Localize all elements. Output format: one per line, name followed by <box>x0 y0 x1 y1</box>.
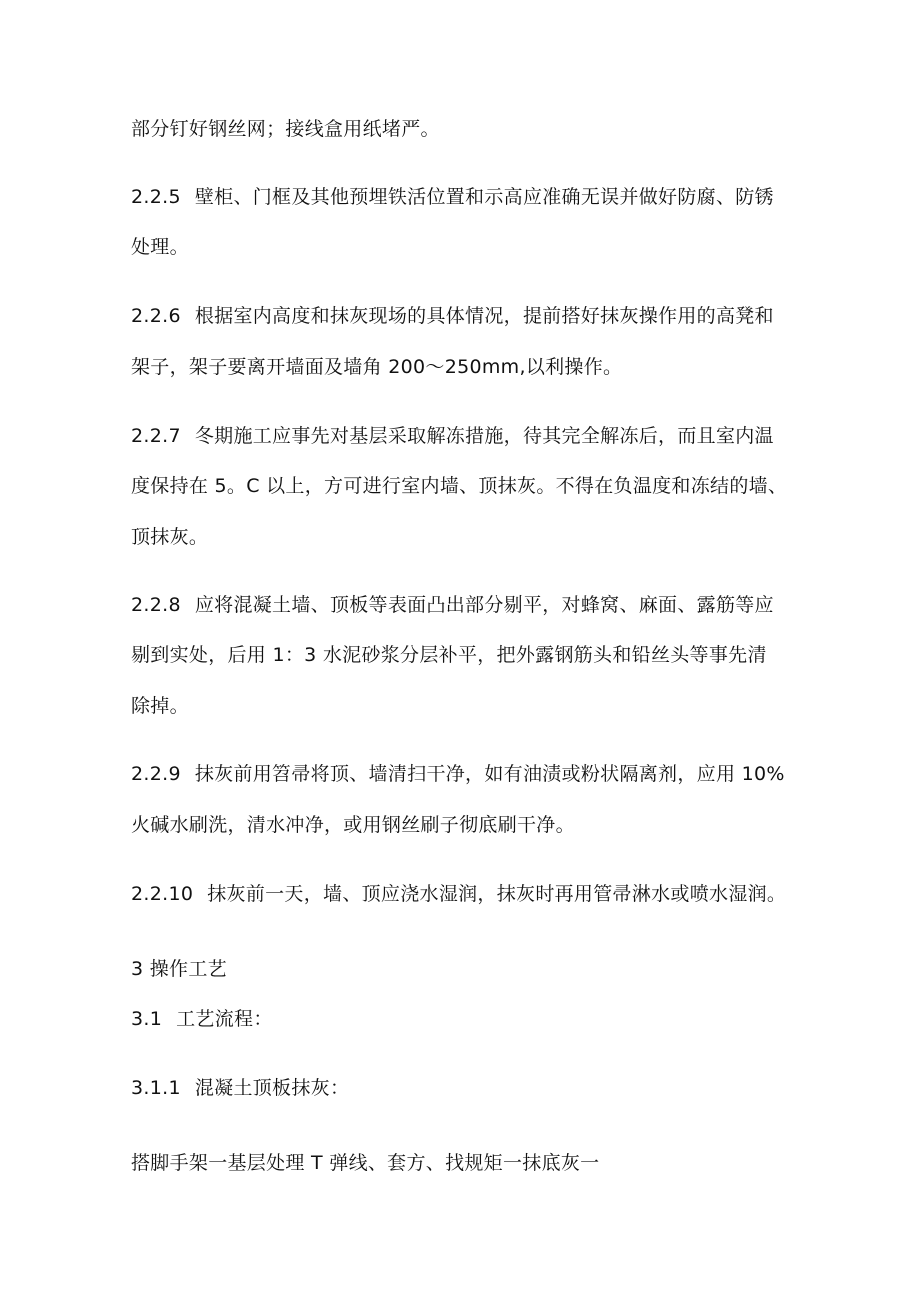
text-line <box>131 355 821 379</box>
text-line <box>131 525 821 549</box>
text-line <box>131 694 821 718</box>
line-text: 火碱水刷洗，清水冲净，或用钢丝刷子彻底刷干净。 <box>131 814 575 836</box>
clause-number: 2.2.8 <box>131 594 181 616</box>
line-text: 顶抹灰。 <box>131 526 209 548</box>
clause-2-2-10 <box>131 882 821 906</box>
process-flow-line <box>131 1151 821 1175</box>
clause-2-2-9 <box>131 762 821 786</box>
text-line <box>131 117 821 141</box>
line-text: 根据室内高度和抹灰现场的具体情况，提前搭好抹灰操作用的高凳和 <box>194 305 774 327</box>
line-text: 度保持在 5。C 以上，方可进行室内墙、顶抹灰。不得在负温度和冻结的墙、 <box>131 475 788 497</box>
text-line <box>131 813 821 837</box>
line-text: 混凝土顶板抹灰： <box>194 1077 350 1099</box>
clause-number: 2.2.9 <box>131 763 181 785</box>
subsection-3-1 <box>131 1007 821 1031</box>
line-text: 抹灰前一天，墙、顶应浇水湿润，抹灰时再用管帚淋水或喷水湿润。 <box>207 883 787 905</box>
clause-2-2-7 <box>131 424 821 448</box>
text-line <box>131 235 821 259</box>
clause-number: 3.1 <box>131 1008 163 1030</box>
clause-2-2-5 <box>131 185 821 209</box>
line-text: 工艺流程： <box>176 1008 273 1030</box>
line-text: 除掉。 <box>131 695 189 717</box>
section-heading <box>131 957 821 981</box>
clause-number: 3.1.1 <box>131 1077 181 1099</box>
line-text: 冬期施工应事先对基层采取解冻措施，待其完全解冻后，而且室内温 <box>194 425 774 447</box>
text-line <box>131 643 821 667</box>
text-line <box>131 474 821 498</box>
clause-2-2-8 <box>131 593 821 617</box>
line-text: 处理。 <box>131 236 189 258</box>
line-text: 搭脚手架一基层处理 T 弹线、套方、找规矩一抹底灰一 <box>131 1152 600 1174</box>
line-text: 架子，架子要离开墙面及墙角 200～250mm,以利操作。 <box>131 356 623 378</box>
line-text: 壁柜、门框及其他预埋铁活位置和示高应准确无误并做好防腐、防锈 <box>194 186 774 208</box>
clause-number: 2.2.7 <box>131 425 181 447</box>
line-text: 剔到实处，后用 1：3 水泥砂浆分层补平，把外露钢筋头和铅丝头等事先清 <box>131 644 767 666</box>
subsection-3-1-1 <box>131 1076 821 1100</box>
line-text: 部分钉好钢丝网；接线盒用纸堵严。 <box>131 118 440 140</box>
clause-number: 2.2.6 <box>131 305 181 327</box>
line-text: 应将混凝土墙、顶板等表面凸出部分剔平，对蜂窝、麻面、露筋等应 <box>194 594 774 616</box>
line-text: 抹灰前用笤帚将顶、墙清扫干净，如有油渍或粉状隔离剂，应用 10% <box>194 763 785 785</box>
clause-2-2-6 <box>131 304 821 328</box>
heading-text: 3 操作工艺 <box>131 958 227 980</box>
clause-number: 2.2.5 <box>131 186 181 208</box>
clause-number: 2.2.10 <box>131 883 194 905</box>
